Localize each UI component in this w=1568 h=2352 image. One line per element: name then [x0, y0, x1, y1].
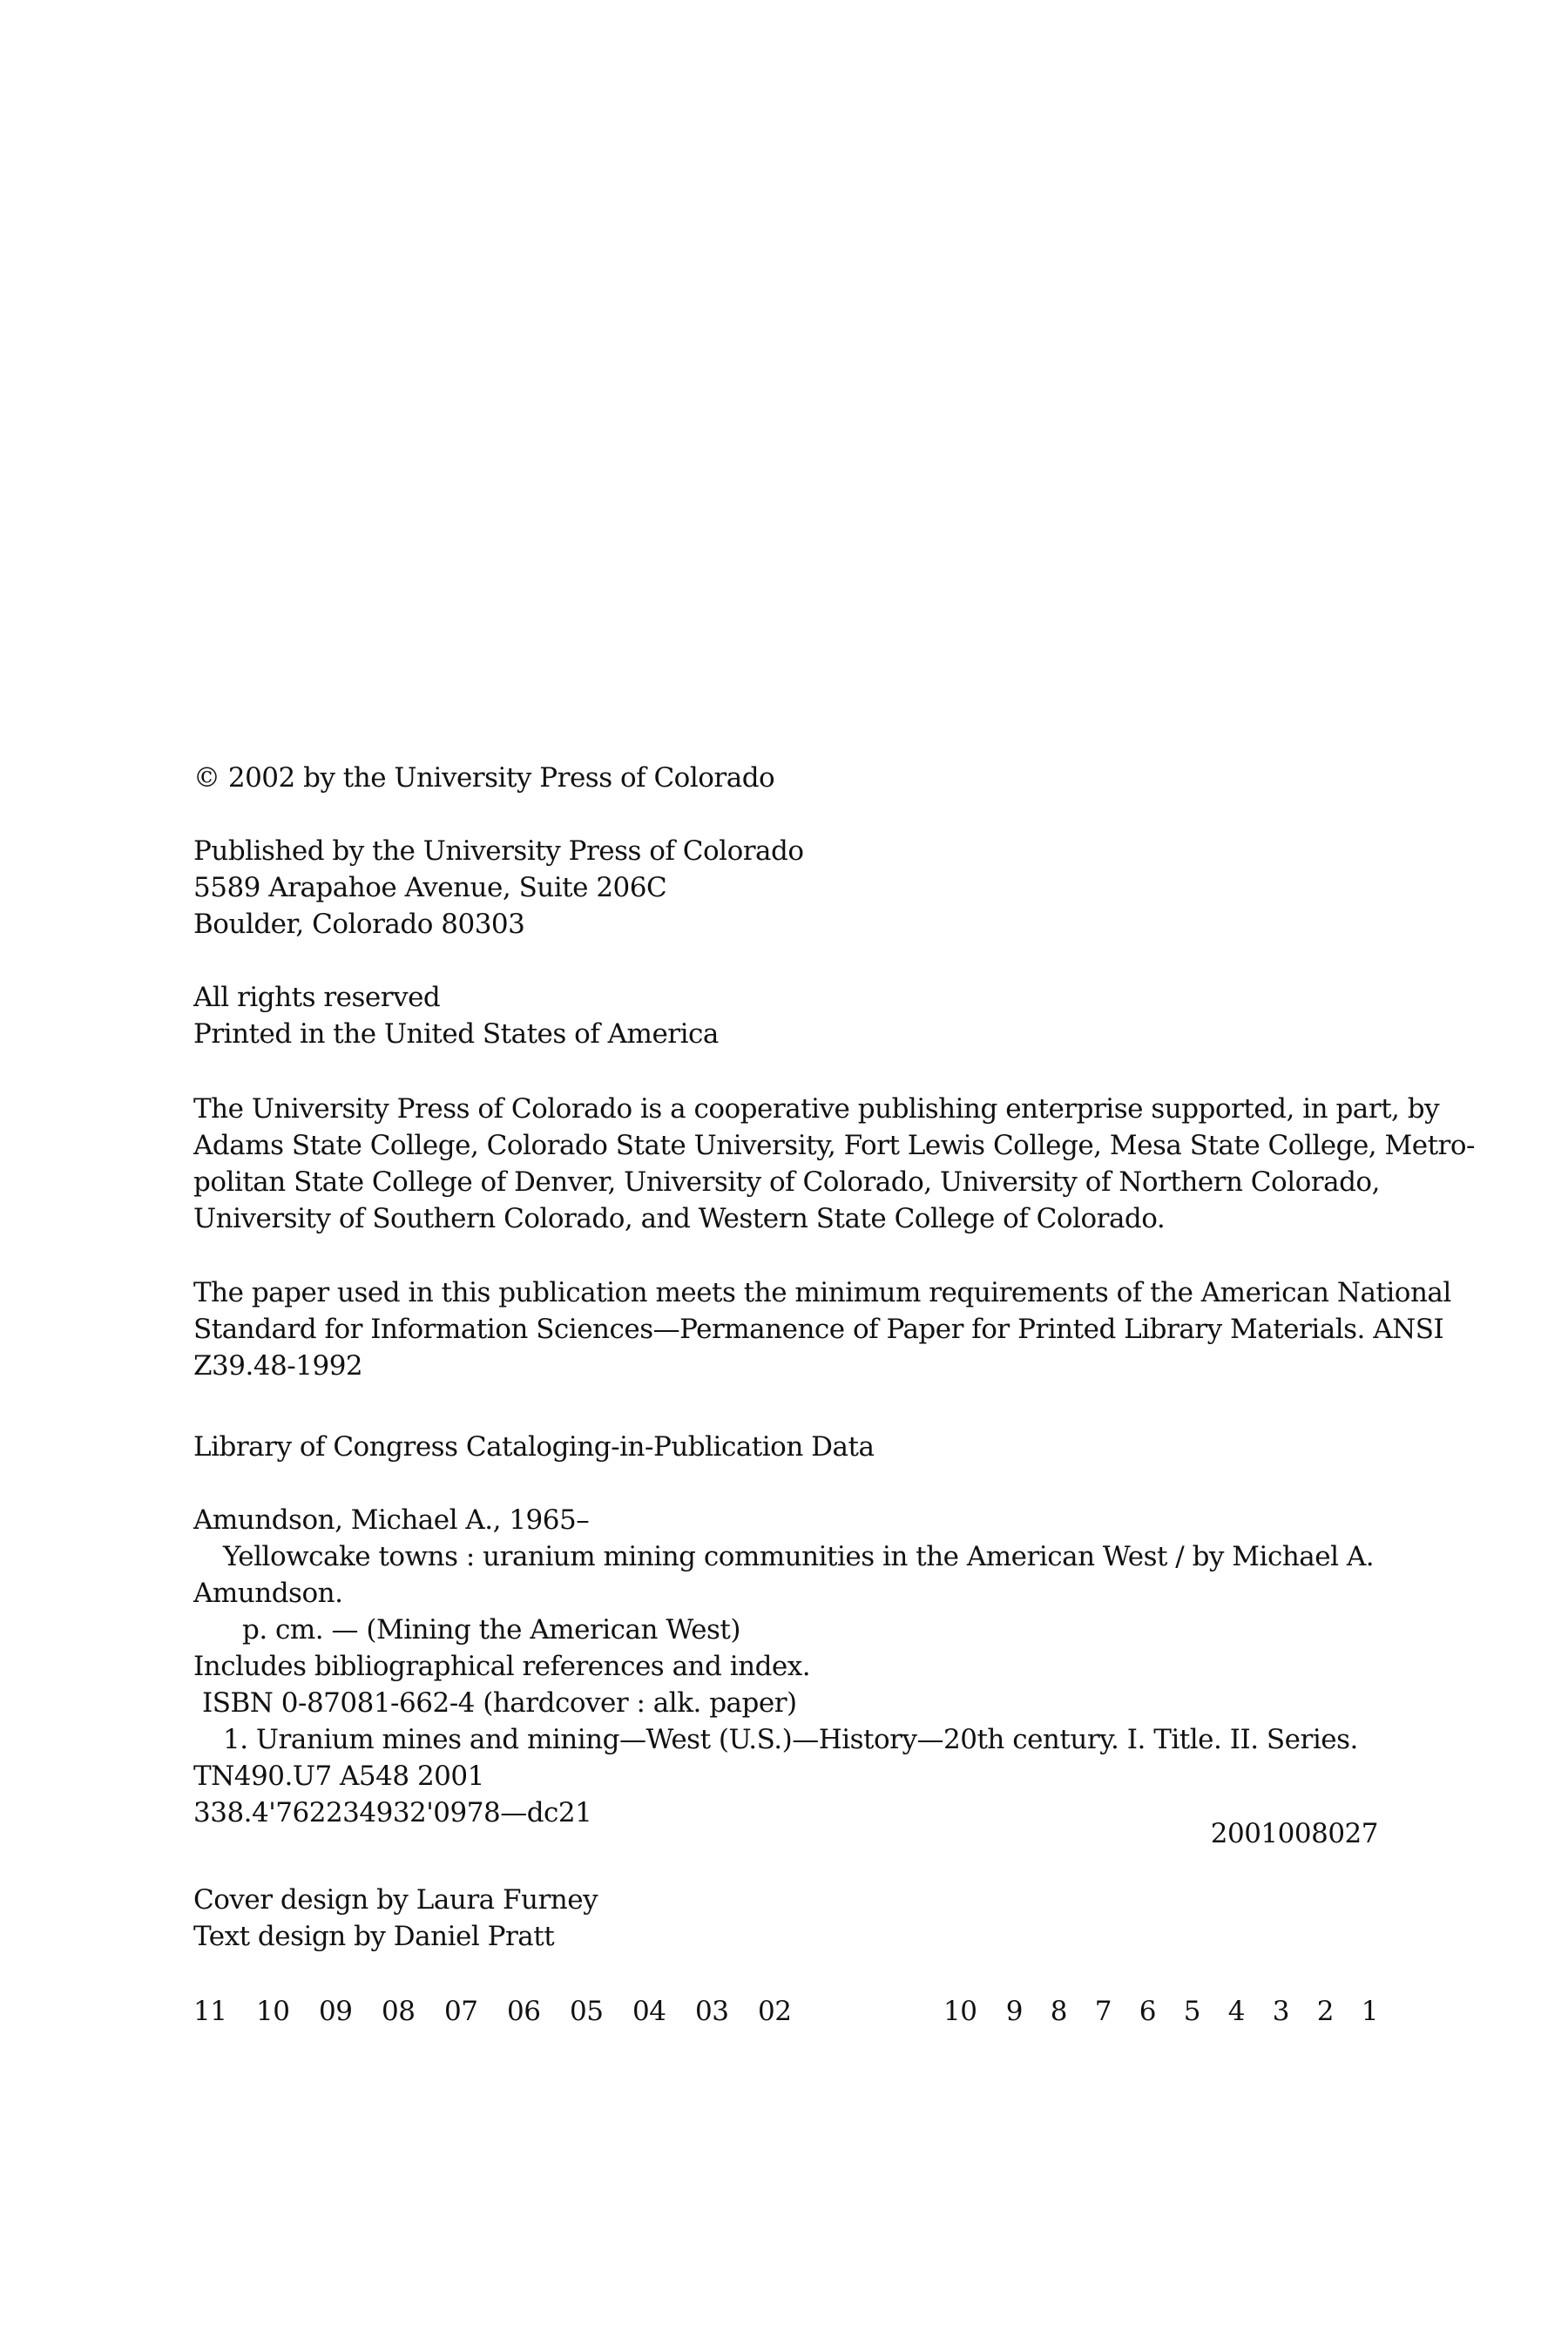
printing-year: 08: [382, 1996, 416, 2027]
paper-notice-line: Z39.48-1992: [193, 1350, 363, 1382]
cooperative-line: Adams State College, Colorado State University, Fort Lewis College, Mesa State College, Metro-: [193, 1130, 1476, 1161]
cip-dewey: 338.4'762234932'0978—dc21: [193, 1797, 592, 1828]
cip-isbn: ISBN 0-87081-662-4 (hardcover : alk. paper): [202, 1687, 797, 1719]
cip-heading: Library of Congress Cataloging-in-Publication Data: [193, 1431, 875, 1463]
cip-title-line: Yellowcake towns : uranium mining communities in the American West / by Michael A.: [223, 1541, 1375, 1572]
cip-subjects: 1. Uranium mines and mining—West (U.S.)—History—20th century. I. Title. II. Series.: [223, 1724, 1358, 1755]
design-credits: [193, 1882, 1378, 1955]
printing-line: [193, 1993, 1378, 2030]
cip-lccn: 2001008027: [1210, 1818, 1378, 1849]
publisher-city-line: Boulder, Colorado 80303: [193, 909, 525, 940]
printing-impression: 5: [1183, 1996, 1200, 2027]
copyright-line: © 2002 by the University Press of Colorado: [193, 762, 775, 794]
printing-year: 06: [507, 1996, 541, 2027]
cooperative-line: politan State College of Denver, University of Colorado, University of Northern Colorado,: [193, 1166, 1380, 1198]
publisher-address: [193, 833, 1378, 943]
printing-impressions: [943, 1993, 1378, 2030]
cooperative-line: University of Southern Colorado, and Western State College of Colorado.: [193, 1203, 1166, 1234]
printing-year: 05: [570, 1996, 604, 2027]
printing-year: 10: [256, 1996, 290, 2027]
printing-year: 09: [319, 1996, 353, 2027]
printing-impression: 2: [1316, 1996, 1334, 2027]
paper-permanence-notice: [193, 1274, 1451, 1384]
copyright-notice: [193, 760, 1378, 796]
printing-years: [193, 1993, 821, 2030]
publisher-name-line: Published by the University Press of Colorado: [193, 835, 804, 867]
cooperative-line: The University Press of Colorado is a cooperative publishing enterprise supported, in part, by: [193, 1093, 1440, 1125]
cover-design-credit: Cover design by Laura Furney: [193, 1884, 598, 1916]
printing-year: 07: [444, 1996, 478, 2027]
printing-impression: 1: [1361, 1996, 1378, 2027]
cooperative-statement: [193, 1091, 1476, 1237]
printing-impression: 10: [943, 1996, 977, 2027]
cip-record: [193, 1502, 1378, 1831]
printing-year: 03: [695, 1996, 729, 2027]
rights-statement: [193, 979, 1378, 1052]
printing-year: 02: [758, 1996, 792, 2027]
cip-author: Amundson, Michael A., 1965–: [193, 1504, 590, 1536]
printing-impression: 7: [1094, 1996, 1112, 2027]
publisher-street-line: 5589 Arapahoe Avenue, Suite 206C: [193, 872, 667, 903]
cip-title-line: Amundson.: [193, 1578, 343, 1609]
rights-reserved-line: All rights reserved: [193, 982, 441, 1013]
cip-notes: Includes bibliographical references and index.: [193, 1651, 811, 1682]
printed-in-line: Printed in the United States of America: [193, 1018, 719, 1050]
cip-lc-class: TN490.U7 A548 2001: [193, 1761, 484, 1792]
printing-impression: 4: [1227, 1996, 1245, 2027]
text-design-credit: Text design by Daniel Pratt: [193, 1921, 555, 1952]
cip-heading-block: [193, 1429, 1378, 1465]
printing-impression: 8: [1050, 1996, 1067, 2027]
lccn-block: [193, 1815, 1378, 1852]
printing-year: 11: [193, 1996, 227, 2027]
printing-year: 04: [632, 1996, 666, 2027]
cip-series: p. cm. — (Mining the American West): [242, 1614, 740, 1646]
paper-notice-line: Standard for Information Sciences—Permanence of Paper for Printed Library Materials. ANSI: [193, 1314, 1444, 1345]
paper-notice-line: The paper used in this publication meets the minimum requirements of the American National: [193, 1277, 1451, 1308]
printing-impression: 6: [1139, 1996, 1156, 2027]
printing-impression: 3: [1272, 1996, 1289, 2027]
printing-impression: 9: [1005, 1996, 1023, 2027]
